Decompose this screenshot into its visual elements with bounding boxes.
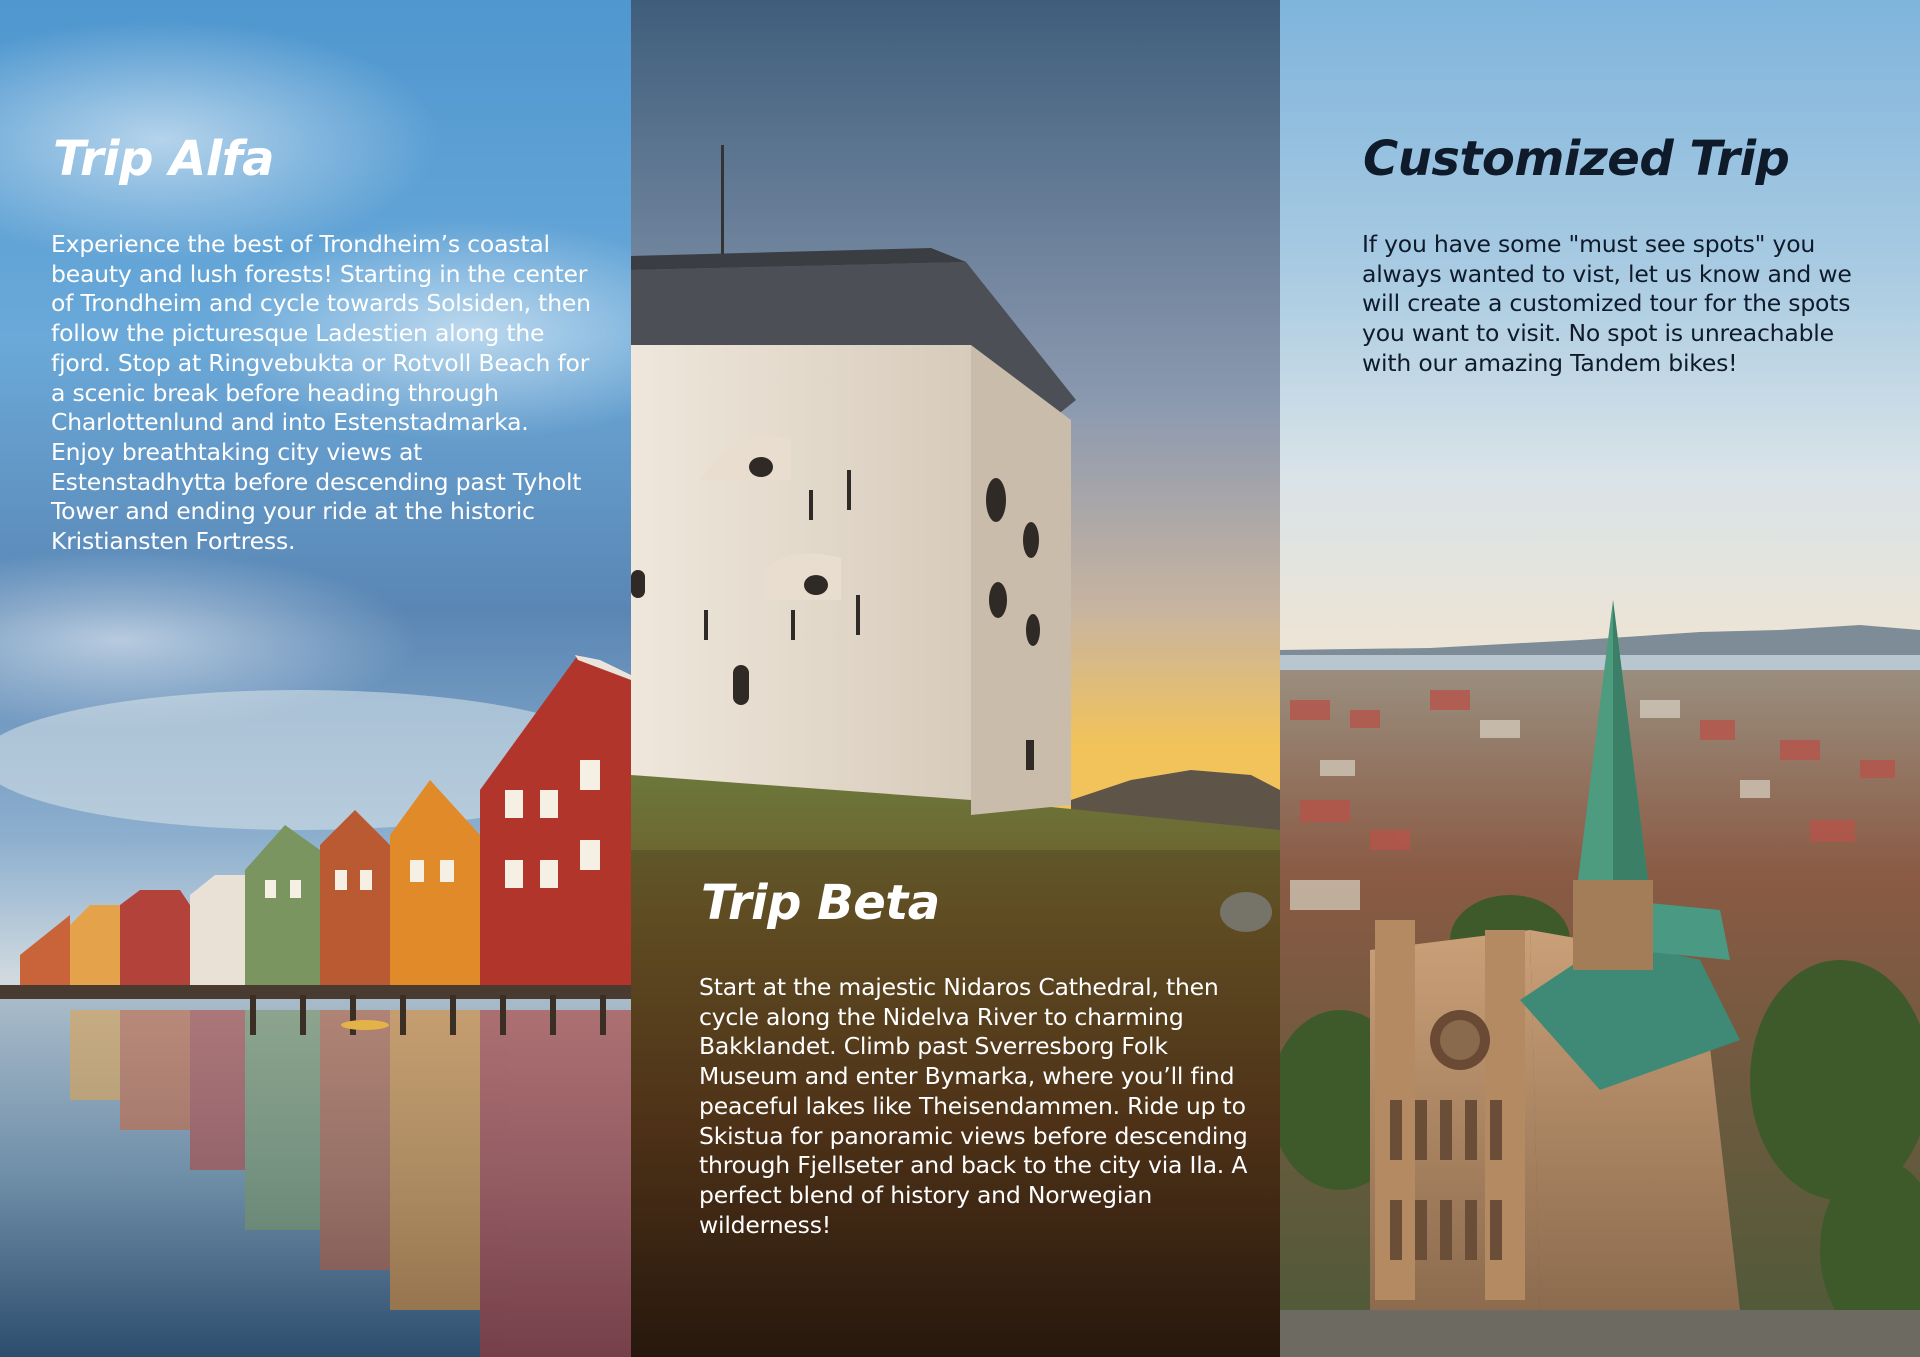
panel-trip-alfa (0, 0, 631, 1357)
wharf-houses-photo (0, 0, 631, 1357)
trip-alfa-title: Trip Alfa (53, 131, 275, 187)
customized-trip-description: If you have some "must see spots" you always wanted to vist, let us know and we will create a customized tour for the spots you want to visit. No spot is unreachable with our amazing Tandem bikes! (1362, 230, 1852, 377)
trip-beta-title: Trip Beta (701, 875, 940, 931)
panel-trip-beta (631, 0, 1280, 1357)
cathedral-photo (1280, 0, 1920, 1357)
trip-alfa-description: Experience the best of Trondheim’s coastal beauty and lush forests! Starting in the center of Trondheim and cycle towards Solsiden, then follow the picturesque Ladestien along the fjord. Stop at Ringvebukta or Rotvoll Beach for a scenic break before heading through Charlottenlund and into Estenstadmarka. Enjoy breathtaking city views at Estenstadhytta before descending past Tyholt Tower and ending your ride at the historic Kristiansten Fortress. (51, 230, 591, 556)
customized-trip-title: Customized Trip (1363, 131, 1790, 187)
panel-customized-trip (1280, 0, 1920, 1357)
trip-beta-description: Start at the majestic Nidaros Cathedral, then cycle along the Nidelva River to charming Bakklandet. Climb past Sverresborg Folk Museum and enter Bymarka, where you’ll find peaceful lakes like Theisendammen. Ride up to Skistua for panoramic views before descending through Fjellseter and back to the city via Ila. A perfect blend of history and Norwegian wilderness! (699, 973, 1248, 1239)
